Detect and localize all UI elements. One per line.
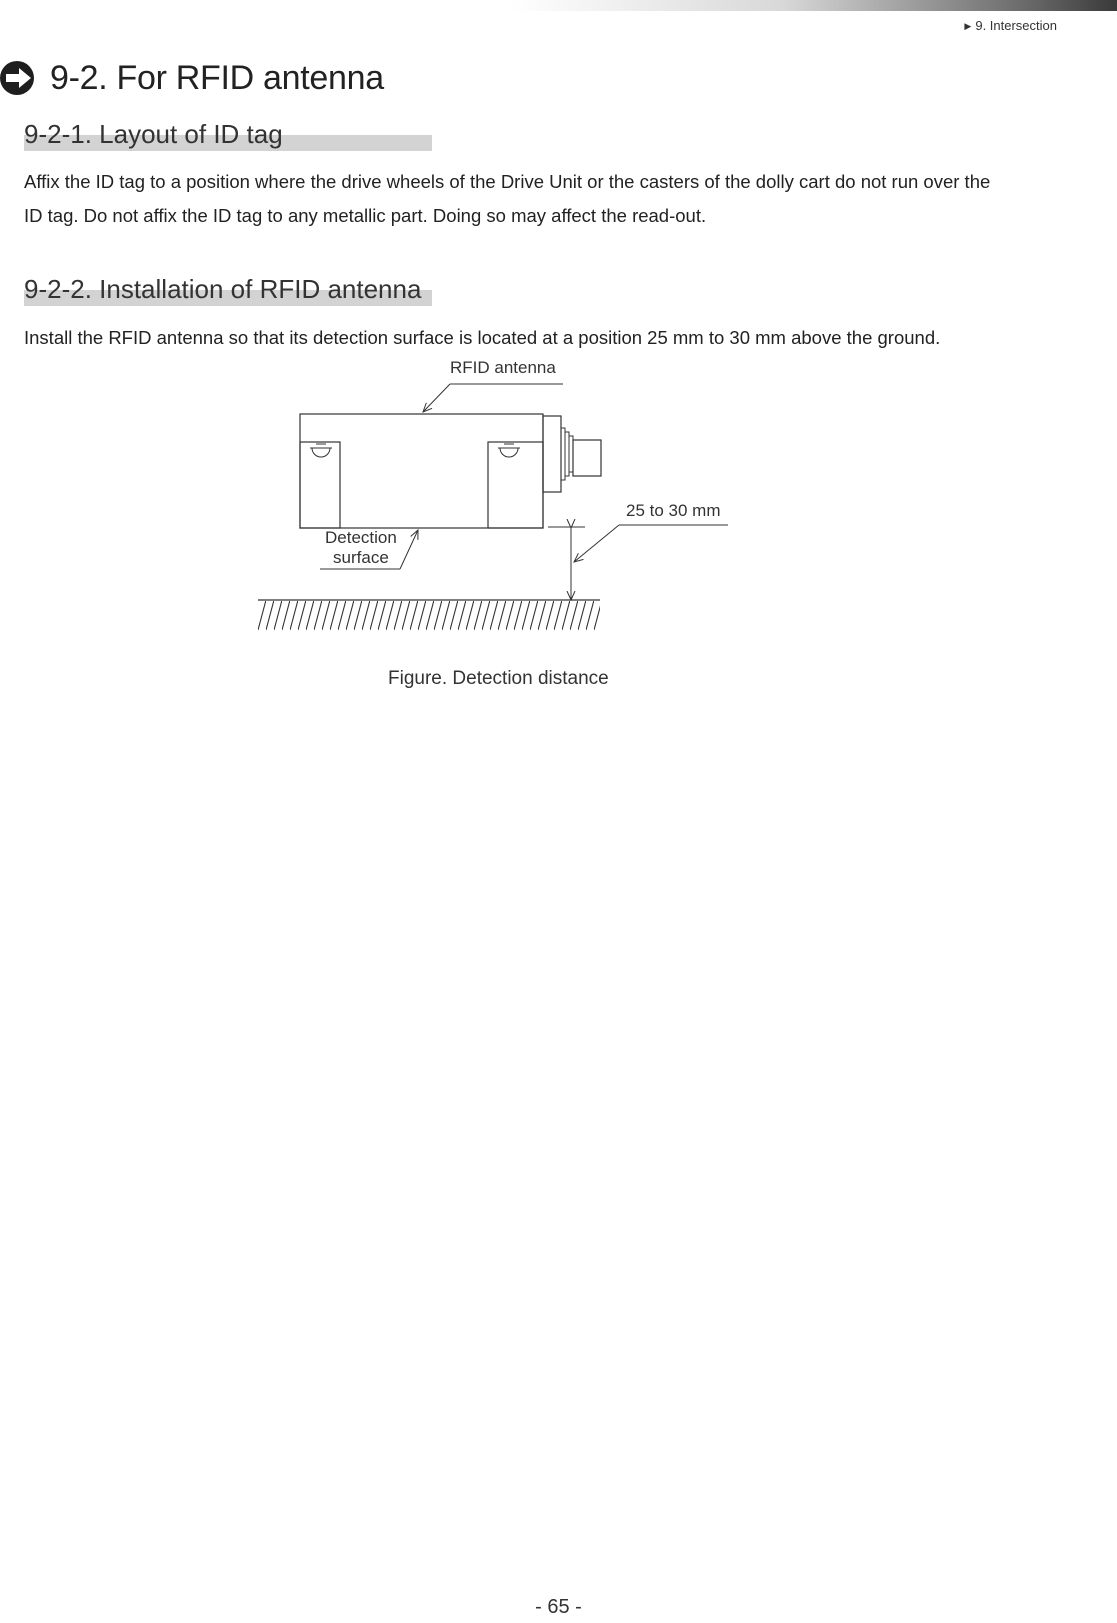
arrow-right-circle-icon xyxy=(0,59,38,97)
header-gradient-bar xyxy=(510,0,1117,11)
section-title: 9-2-1. Layout of ID tag xyxy=(24,119,283,149)
paragraph-line: Affix the ID tag to a position where the drive wheels of the Drive Unit or the casters of the dolly cart do not run over the xyxy=(24,171,991,192)
page-title-text: 9-2. For RFID antenna xyxy=(50,58,384,97)
label-detection-line: surface xyxy=(333,548,389,567)
paragraph-installation xyxy=(24,321,1054,355)
paragraph-layout xyxy=(24,165,1054,233)
label-detection-line: Detection xyxy=(325,528,397,547)
section-heading-installation xyxy=(24,274,432,310)
ground-hatch xyxy=(258,601,600,630)
page-title xyxy=(0,56,384,100)
figure-caption: Figure. Detection distance xyxy=(388,668,609,689)
label-distance: 25 to 30 mm xyxy=(626,501,721,520)
label-rfid-antenna: RFID antenna xyxy=(450,358,556,377)
screw-right xyxy=(498,444,520,457)
paragraph-line: ID tag. Do not affix the ID tag to any metallic part. Doing so may affect the read-out. xyxy=(24,205,707,226)
antenna-left-panel xyxy=(300,442,340,528)
screw-left xyxy=(310,444,332,457)
section-heading-layout xyxy=(24,119,432,155)
paragraph-line: Install the RFID antenna so that its detection surface is located at a position 25 mm to 30 mm above the ground. xyxy=(24,327,941,348)
page-number: - 65 - xyxy=(535,1596,582,1618)
leader-distance-pointer xyxy=(574,525,619,562)
label-detection-surface xyxy=(325,528,397,568)
leader-antenna-pointer xyxy=(423,384,450,412)
detection-distance-figure xyxy=(250,360,770,700)
antenna-body xyxy=(300,414,543,528)
antenna-connector xyxy=(543,416,601,492)
breadcrumb xyxy=(964,18,1057,33)
caret-right-icon: ▶ xyxy=(964,21,972,31)
section-title: 9-2-2. Installation of RFID antenna xyxy=(24,274,422,304)
breadcrumb-text: 9. Intersection xyxy=(975,18,1057,33)
leader-detection-pointer xyxy=(400,530,418,569)
